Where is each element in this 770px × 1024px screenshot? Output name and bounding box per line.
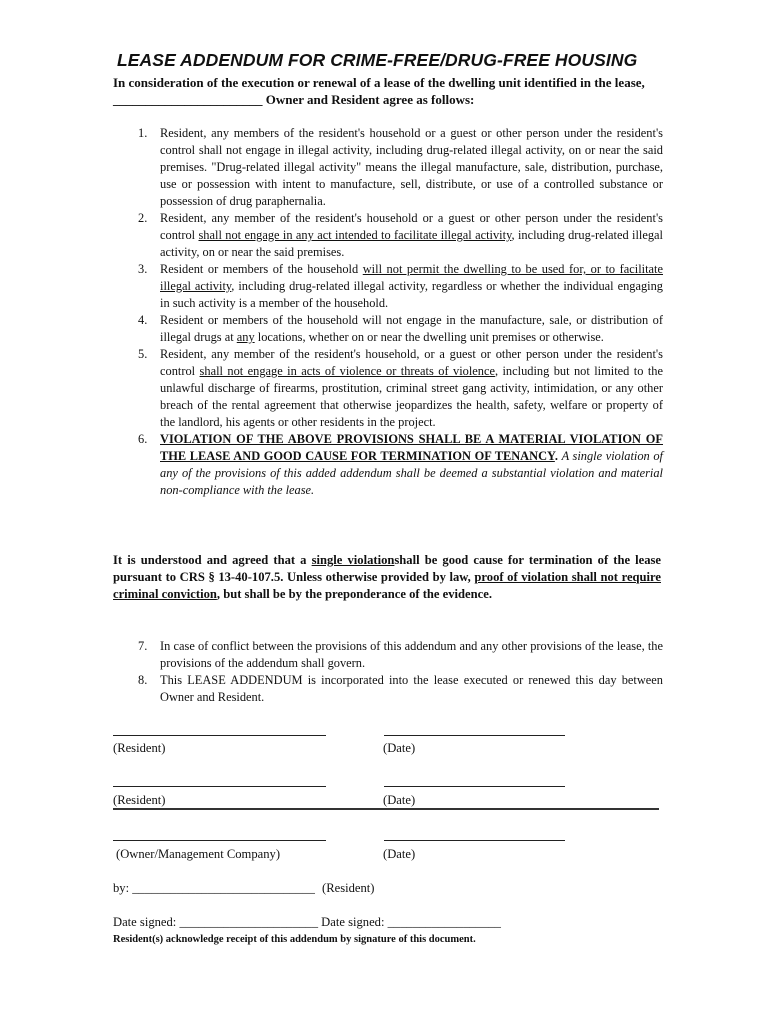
date-line[interactable] [384,735,565,736]
date-label: (Date) [383,793,416,807]
provision-text: Resident, any member of the resident's household, or a guest or other person under the resident's control [160,347,663,378]
provision-number: 5. [138,347,148,361]
intro-text-2: Owner and Resident agree as follows: [265,92,475,107]
provision-text: Resident or members of the household [160,262,359,276]
date-signed-row [113,915,501,930]
provision-item [113,312,663,346]
provision-underlined-text: any [236,330,255,344]
date-label: (Date) [383,741,416,755]
provision-item [113,210,663,261]
section-divider [113,808,659,810]
provision-item [113,261,663,312]
provision-item [113,672,663,706]
provision-text: , including drug-related illegal activity, on or near the said premises. [160,228,663,259]
provision-number: 8. [138,673,148,687]
provision-underlined-text: will not permit the dwelling to be used for, or to facilitate illegal activity [160,262,663,293]
provision-text: , including drug-related illegal activity, regardless or whether the individual engaging in such activity is a member of the household. [160,279,663,310]
provision-item [113,125,663,210]
provision-text: Resident, any members of the resident's household or a guest or other person under the resident's control shall not engage in illegal activity, including drug-related illegal activity, on or near the said premises. "Drug-related illegal activity" means the illegal manufacture, sale, distribution, purchase, use or possession with intent to manufacture, sell, distribute, or use of a controlled substance or possession of drug paraphernalia. [160,126,663,208]
by-resident-label: (Resident) [322,881,375,895]
by-label: by: [113,881,130,895]
provisions-list [113,125,663,499]
lease-identifier-blank: _______________________ [113,92,263,107]
provision-item [113,346,663,431]
resident-signature-line[interactable] [113,735,326,736]
provision-number: 2. [138,211,148,225]
date-line[interactable] [384,840,565,841]
document-title: LEASE ADDENDUM FOR CRIME-FREE/DRUG-FREE HOUSING [117,50,638,70]
owner-label: (Owner/Management Company) [116,847,281,861]
provision-item [113,638,663,672]
intro-paragraph [113,74,663,108]
date-signed-blank[interactable]: __________________ [387,915,501,929]
provision-text: locations, whether on or near the dwelling unit premises or otherwise. [257,330,604,344]
provision-text: This LEASE ADDENDUM is incorporated into the lease executed or renewed this day between Owner and Resident. [160,673,663,704]
provision-underlined-text: shall not engage in acts of violence or threats of violence [199,364,495,378]
resident-label: (Resident) [113,741,166,755]
provision-number: 7. [138,639,148,653]
resident-label: (Resident) [113,793,166,807]
understood-text: , but shall be by the preponderance of the evidence. [216,587,492,601]
provision-number: 4. [138,313,148,327]
understood-paragraph [113,552,661,603]
understood-text: shall be good cause for termination of the lease pursuant to CRS § 13-40-107.5. Unless otherwise provided by law, [113,553,662,584]
provision-number: 1. [138,126,148,140]
provision-text: In case of conflict between the provisions of this addendum and any other provisions of the lease, the provisions of the addendum shall govern. [160,639,663,670]
provision-period: . [554,449,558,463]
provision-italic-text: A single violation of any of the provisions of this added addendum shall be deemed a substantial violation and material non-compliance with the lease. [160,449,663,497]
date-signed-blank[interactable]: ______________________ [179,915,318,929]
understood-text: It is understood and agreed that a [113,553,307,567]
provision-text: , including but not limited to the unlawful discharge of firearms, prostitution, criminal street gang activity, intimidation, or any other breach of the rental agreement that otherwise jeopardizes the health, safety, welfare or property of the landlord, his agents or other residents in the project. [160,364,663,429]
date-signed-label: Date signed: [113,915,177,929]
additional-provisions-list [113,638,663,706]
date-label: (Date) [383,847,416,861]
provision-underlined-text: shall not engage in any act intended to facilitate illegal activity [198,228,512,242]
intro-text-1: In consideration of the execution or renewal of a lease of the dwelling unit identified in the lease, [113,75,645,90]
understood-underlined-text: single violation [311,553,395,567]
date-line[interactable] [384,786,565,787]
owner-signature-line[interactable] [113,840,326,841]
provision-text: Resident or members of the household will not engage in the manufacture, sale, or distribution of illegal drugs at [160,313,663,344]
provision-number: 3. [138,262,148,276]
provision-bold-underlined-text: VIOLATION OF THE ABOVE PROVISIONS SHALL BE A MATERIAL VIOLATION OF THE LEASE AND GOOD CAUSE FOR TERMINATION OF TENANCY [160,432,663,463]
date-signed-label: Date signed: [321,915,385,929]
by-signature-blank[interactable]: _____________________________ [132,881,315,895]
provision-item [113,431,663,499]
provision-text: Resident, any member of the resident's household or a guest or other person under the resident's control [160,211,663,242]
resident-signature-line[interactable] [113,786,326,787]
provision-number: 6. [138,432,148,446]
understood-underlined-text: proof of violation shall not require criminal conviction [113,570,661,601]
acknowledgement-text: Resident(s) acknowledge receipt of this addendum by signature of this document. [113,934,476,945]
by-row [113,881,374,896]
